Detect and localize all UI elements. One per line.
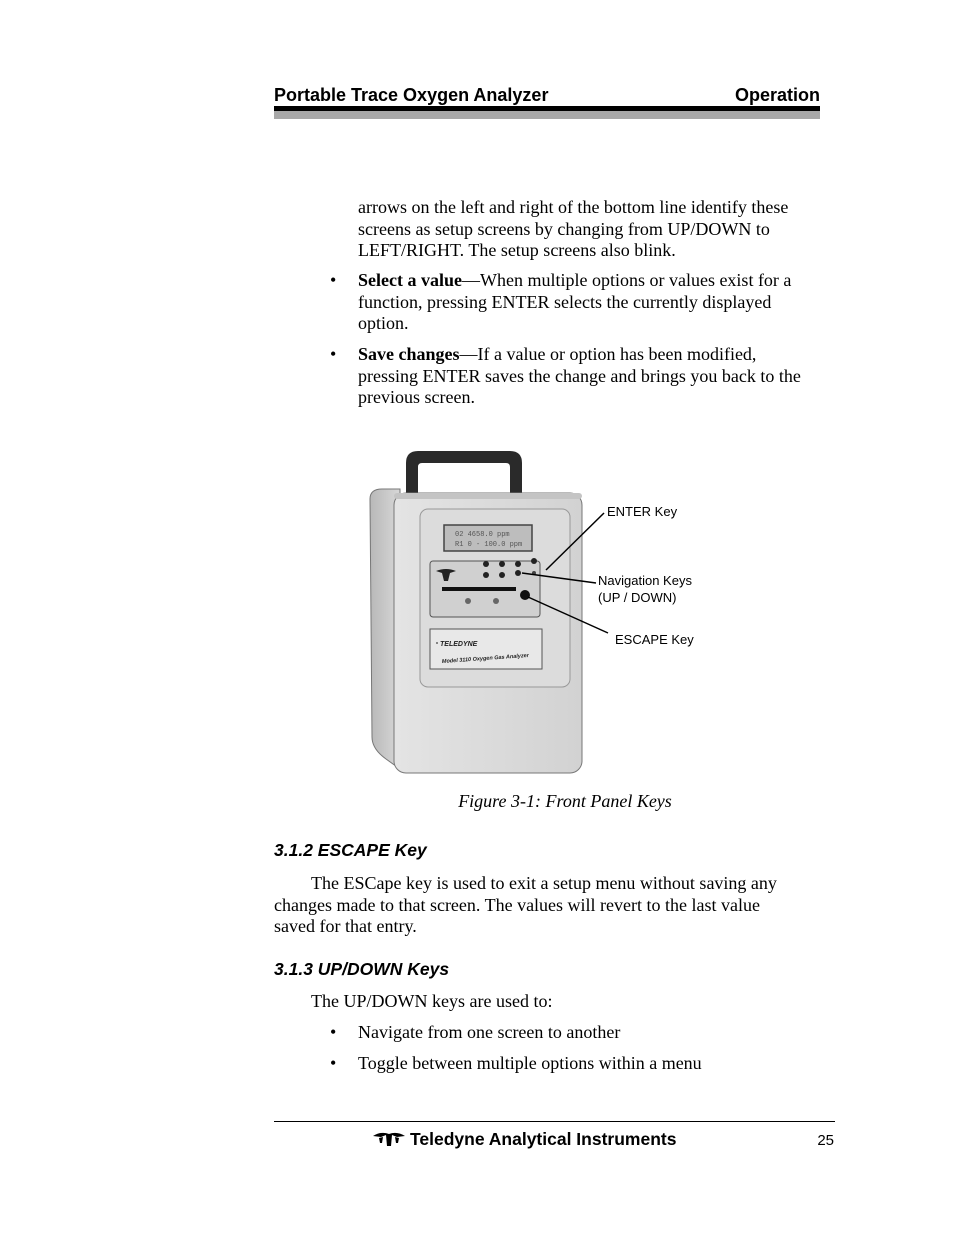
- figure-caption: Figure 3-1: Front Panel Keys: [458, 791, 672, 811]
- bullet-save-changes: Save changes—If a value or option has been modified, pressing ENTER saves the change and brings you back to the previous screen.: [358, 344, 801, 408]
- section-heading-updown: 3.1.3 UP/DOWN Keys: [274, 959, 450, 979]
- escape-paragraph: The ESCape key is used to exit a setup menu without saving any changes made to that screen. The values will revert to the last value saved for that entry.: [274, 873, 777, 937]
- key-icon: [515, 561, 521, 567]
- running-header-title: Portable Trace Oxygen Analyzer: [274, 85, 549, 105]
- svg-text:02 4658.0 ppm: 02 4658.0 ppm: [455, 531, 510, 539]
- bullet-icon: •: [330, 1053, 337, 1073]
- intro-paragraph: arrows on the left and right of the bottom line identify these screens as setup screens by changing from UP/DOWN to LEFT/RIGHT. The setup screens also blink.: [358, 197, 789, 261]
- nav-key-icon: [515, 570, 521, 576]
- nav-keys-sublabel: (UP / DOWN): [598, 590, 677, 605]
- key-icon: [483, 572, 489, 578]
- page-number: 25: [817, 1132, 834, 1149]
- handle-icon: [406, 451, 522, 495]
- updown-intro: The UP/DOWN keys are used to:: [311, 991, 553, 1011]
- bullet-toggle: Toggle between multiple options within a menu: [358, 1053, 702, 1073]
- bullet-icon: •: [330, 1022, 337, 1042]
- enter-key-icon: [531, 558, 537, 564]
- front-panel-figure: [350, 437, 745, 777]
- bullet-navigate: Navigate from one screen to another: [358, 1022, 621, 1042]
- svg-text:R1 0 - 100.0 ppm: R1 0 - 100.0 ppm: [455, 541, 523, 549]
- slot: [442, 587, 516, 591]
- running-header-section: Operation: [734, 85, 820, 105]
- key-icon: [499, 561, 505, 567]
- teledyne-logo-icon: [373, 1131, 405, 1147]
- enter-key-label: ENTER Key: [607, 504, 678, 519]
- nav-keys-label: Navigation Keys: [598, 573, 692, 588]
- key-icon: [499, 572, 505, 578]
- escape-key-icon: [520, 590, 530, 600]
- svg-text:TELEDYNE: TELEDYNE: [440, 641, 478, 648]
- bullet-select-value: Select a value—When multiple options or values exist for a function, pressing ENTER selects the currently displayed option.: [358, 270, 792, 334]
- bullet-icon: •: [330, 344, 337, 364]
- footer-rule: [274, 1121, 835, 1122]
- analyzer-illustration: [350, 437, 745, 777]
- escape-key-label: ESCAPE Key: [615, 632, 694, 647]
- bullet-icon: •: [330, 270, 337, 290]
- header-rule-shadow: [274, 111, 820, 119]
- section-heading-escape: 3.1.2 ESCAPE Key: [274, 840, 427, 860]
- svg-text:Model 3110 Oxygen Gas Analyzer: Model 3110 Oxygen Gas Analyzer: [441, 652, 530, 665]
- footer-company: Teledyne Analytical Instruments: [410, 1129, 677, 1149]
- key-icon: [483, 561, 489, 567]
